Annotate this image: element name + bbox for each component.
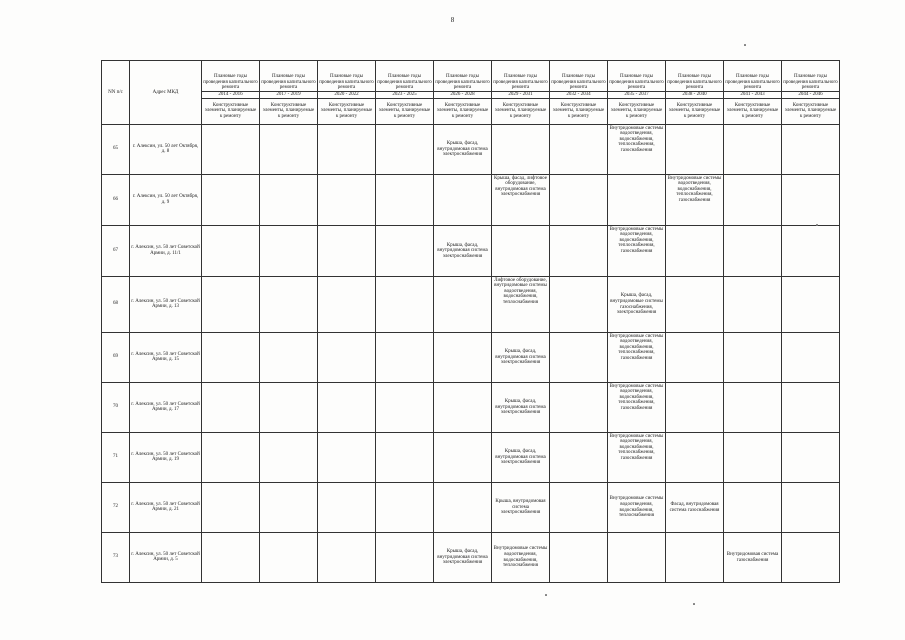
work-cell: [782, 532, 840, 582]
work-cell: [782, 174, 840, 225]
page-number: 8: [450, 16, 455, 24]
work-cell: Крыша, фасад, внутридомовая система электроснабжения: [492, 332, 550, 382]
work-cell: [550, 432, 608, 482]
work-cell: [318, 382, 376, 432]
header-row-sub: [102, 98, 840, 124]
period-subheader: Конструктивные элементы, планируемые к ремонту: [724, 98, 782, 124]
table-row: [102, 332, 840, 382]
work-cell: [550, 382, 608, 432]
period-title: Плановые годы проведения капитального ремонта: [782, 61, 840, 92]
work-cell: Внутридомовые системы водоотведения, водоснабжения, теплоснабжения, газоснабжения: [608, 432, 666, 482]
work-cell: [376, 482, 434, 532]
work-cell: [666, 532, 724, 582]
work-cell: [260, 174, 318, 225]
row-number: 67: [102, 225, 130, 276]
work-cell: [376, 174, 434, 225]
period-subheader: Конструктивные элементы, планируемые к ремонту: [666, 98, 724, 124]
period-title: Плановые годы проведения капитального ремонта: [608, 61, 666, 92]
work-cell: [492, 124, 550, 174]
work-cell: [202, 174, 260, 225]
work-cell: [376, 532, 434, 582]
work-cell: [434, 174, 492, 225]
row-address: г. Алексин, ул. 50 лет Советской Армии, д. 5: [130, 532, 202, 582]
period-years: 2029 - 2031: [492, 92, 550, 99]
period-years: 2041 - 2043: [724, 92, 782, 99]
row-number: 72: [102, 482, 130, 532]
period-years: 2014 - 2016: [202, 92, 260, 99]
work-cell: [782, 482, 840, 532]
period-subheader: Конструктивные элементы, планируемые к ремонту: [260, 98, 318, 124]
period-subheader: Конструктивные элементы, планируемые к ремонту: [492, 98, 550, 124]
work-cell: Крыша, фасад, внутридомовая система электроснабжения: [434, 124, 492, 174]
work-cell: [202, 382, 260, 432]
row-number: 69: [102, 332, 130, 382]
period-title: Плановые годы проведения капитального ремонта: [666, 61, 724, 92]
work-cell: [434, 432, 492, 482]
period-subheader: Конструктивные элементы, планируемые к ремонту: [782, 98, 840, 124]
period-title: Плановые годы проведения капитального ремонта: [260, 61, 318, 92]
work-cell: [550, 124, 608, 174]
work-cell: [202, 432, 260, 482]
work-cell: [202, 482, 260, 532]
address-header: Адрес МКД: [130, 61, 202, 125]
row-address: г. Алексин, ул. 50 лет Советской Армии, д. 13: [130, 276, 202, 332]
row-address: г. Алексин, ул. 50 лет Советской Армии, д. 11/1: [130, 225, 202, 276]
period-subheader: Конструктивные элементы, планируемые к ремонту: [318, 98, 376, 124]
table-row: [102, 432, 840, 482]
period-years: 2038 - 2040: [666, 92, 724, 99]
work-cell: [492, 225, 550, 276]
period-years: 2026 - 2028: [434, 92, 492, 99]
row-address: г. Алексин, ул. 50 лет Октября, д. 9: [130, 174, 202, 225]
work-cell: Внутридомовые системы водоотведения, водоснабжения, теплоснабжения, газоснабжения: [608, 124, 666, 174]
work-cell: [376, 332, 434, 382]
work-cell: [724, 276, 782, 332]
work-cell: [724, 432, 782, 482]
work-cell: [202, 276, 260, 332]
work-cell: [782, 332, 840, 382]
row-address: г. Алексин, ул. 50 лет Советской Армии, д. 17: [130, 382, 202, 432]
work-cell: Внутридомовые системы водоотведения, водоснабжения, теплоснабжения, газоснабжения: [666, 174, 724, 225]
row-address: г. Алексин, ул. 50 лет Советской Армии, д. 19: [130, 432, 202, 482]
scan-speck: [744, 44, 746, 46]
work-cell: Внутридомовые системы водоотведения, водоснабжения, теплоснабжения: [608, 482, 666, 532]
work-cell: Лифтовое оборудование, внутридомовые системы водоотведения, водоснабжения, теплоснабжения: [492, 276, 550, 332]
period-title: Плановые годы проведения капитального ремонта: [434, 61, 492, 92]
work-cell: [318, 432, 376, 482]
table-row: [102, 382, 840, 432]
nn-header: NN п/с: [102, 61, 130, 125]
work-cell: [550, 276, 608, 332]
work-cell: Внутридомовые системы водоотведения, водоснабжения, теплоснабжения: [492, 532, 550, 582]
work-cell: [376, 276, 434, 332]
work-cell: [260, 332, 318, 382]
work-cell: [434, 276, 492, 332]
work-cell: [318, 276, 376, 332]
work-cell: [202, 124, 260, 174]
row-address: г. Алексин, ул. 50 лет Советской Армии, д. 21: [130, 482, 202, 532]
work-cell: [550, 482, 608, 532]
work-cell: [782, 225, 840, 276]
work-cell: [666, 124, 724, 174]
period-years: 2035 - 2037: [608, 92, 666, 99]
period-years: 2020 - 2022: [318, 92, 376, 99]
work-cell: [260, 432, 318, 482]
work-cell: [666, 432, 724, 482]
period-years: 2044 - 2046: [782, 92, 840, 99]
row-number: 73: [102, 532, 130, 582]
work-cell: [434, 382, 492, 432]
work-cell: [550, 332, 608, 382]
scan-speck: [816, 224, 818, 226]
work-cell: [666, 225, 724, 276]
period-subheader: Конструктивные элементы, планируемые к ремонту: [550, 98, 608, 124]
work-cell: Внутридомовые системы водоотведения, водоснабжения, теплоснабжения, газоснабжения: [608, 332, 666, 382]
period-subheader: Конструктивные элементы, планируемые к ремонту: [376, 98, 434, 124]
period-subheader: Конструктивные элементы, планируемые к ремонту: [202, 98, 260, 124]
work-cell: [550, 174, 608, 225]
work-cell: [724, 225, 782, 276]
work-cell: [260, 482, 318, 532]
period-title: Плановые годы проведения капитального ремонта: [724, 61, 782, 92]
work-cell: [782, 124, 840, 174]
work-cell: [376, 382, 434, 432]
period-years: 2023 - 2025: [376, 92, 434, 99]
work-cell: [376, 432, 434, 482]
work-cell: [608, 174, 666, 225]
work-cell: [318, 225, 376, 276]
period-subheader: Конструктивные элементы, планируемые к ремонту: [608, 98, 666, 124]
work-cell: [608, 532, 666, 582]
table-row: [102, 532, 840, 582]
work-cell: Крыша, фасад, внутридомовая система электроснабжения: [492, 432, 550, 482]
work-cell: Крыша, фасад, внутридомовая система электроснабжения: [492, 382, 550, 432]
work-cell: [318, 174, 376, 225]
work-cell: [260, 382, 318, 432]
work-cell: [202, 332, 260, 382]
work-cell: [260, 225, 318, 276]
work-cell: Внутридомовые системы водоотведения, водоснабжения, теплоснабжения, газоснабжения: [608, 382, 666, 432]
work-cell: [724, 174, 782, 225]
row-number: 70: [102, 382, 130, 432]
period-title: Плановые годы проведения капитального ремонта: [550, 61, 608, 92]
work-cell: [782, 432, 840, 482]
scan-speck: [693, 603, 695, 605]
work-cell: [782, 382, 840, 432]
scan-speck: [545, 594, 547, 596]
work-cell: [260, 532, 318, 582]
row-number: 68: [102, 276, 130, 332]
period-title: Плановые годы проведения капитального ремонта: [492, 61, 550, 92]
row-number: 66: [102, 174, 130, 225]
repair-schedule-table: [101, 60, 840, 583]
work-cell: [202, 532, 260, 582]
work-cell: [376, 225, 434, 276]
table-row: [102, 276, 840, 332]
work-cell: [318, 124, 376, 174]
work-cell: [318, 332, 376, 382]
work-cell: [724, 124, 782, 174]
row-address: г. Алексин, ул. 50 лет Советской Армии, д. 15: [130, 332, 202, 382]
period-years: 2017 - 2019: [260, 92, 318, 99]
work-cell: [318, 482, 376, 532]
table-row: [102, 174, 840, 225]
row-number: 65: [102, 124, 130, 174]
period-subheader: Конструктивные элементы, планируемые к ремонту: [434, 98, 492, 124]
period-title: Плановые годы проведения капитального ремонта: [376, 61, 434, 92]
work-cell: [434, 332, 492, 382]
work-cell: [666, 382, 724, 432]
table-row: [102, 482, 840, 532]
work-cell: Крыша, фасад, внутридомовая система электроснабжения: [434, 532, 492, 582]
work-cell: [724, 482, 782, 532]
work-cell: Внутридомовая система газоснабжения: [724, 532, 782, 582]
work-cell: [260, 124, 318, 174]
work-cell: [724, 332, 782, 382]
work-cell: [550, 225, 608, 276]
table-row: [102, 225, 840, 276]
period-title: Плановые годы проведения капитального ремонта: [318, 61, 376, 92]
work-cell: [260, 276, 318, 332]
work-cell: [202, 225, 260, 276]
header-row-period: [102, 61, 840, 92]
work-cell: Крыша, фасад, лифтовое оборудование, внутридомовая система электроснабжения: [492, 174, 550, 225]
work-cell: Внутридомовые системы водоотведения, водоснабжения, теплоснабжения, газоснабжения: [608, 225, 666, 276]
work-cell: [318, 532, 376, 582]
work-cell: [782, 276, 840, 332]
table-body: [102, 124, 840, 582]
work-cell: Крыша, фасад, внутридомовые системы газоснабжения, электроснабжения: [608, 276, 666, 332]
work-cell: Крыша, фасад, внутридомовая система электроснабжения: [434, 225, 492, 276]
header-row-years: [102, 92, 840, 99]
work-cell: [376, 124, 434, 174]
row-address: г. Алексин, ул. 50 лет Октября, д. 8: [130, 124, 202, 174]
period-title: Плановые годы проведения капитального ремонта: [202, 61, 260, 92]
table-row: [102, 124, 840, 174]
row-number: 71: [102, 432, 130, 482]
work-cell: [666, 276, 724, 332]
work-cell: [550, 532, 608, 582]
work-cell: [434, 482, 492, 532]
work-cell: [724, 382, 782, 432]
work-cell: [666, 332, 724, 382]
work-cell: Фасад, внутридомовая система газоснабжения: [666, 482, 724, 532]
period-years: 2032 - 2034: [550, 92, 608, 99]
work-cell: Крыша, внутридомовая система электроснабжения: [492, 482, 550, 532]
